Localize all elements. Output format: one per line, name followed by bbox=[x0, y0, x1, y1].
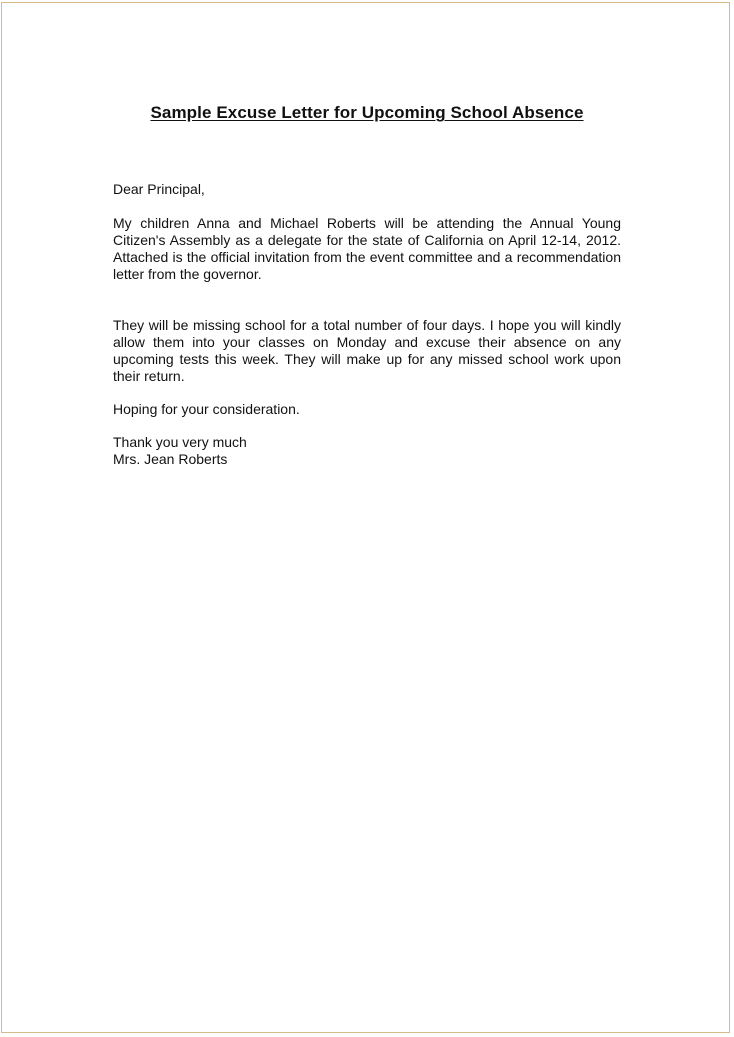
page-frame bbox=[1, 2, 730, 1033]
paragraph-absence: They will be missing school for a total number of four days. I hope you will kindly allow them into your classes on Monday and excuse their absence on any upcoming tests this week. They will make up for any missed school work upon their return. bbox=[113, 317, 621, 384]
closing-line: Hoping for your consideration. bbox=[113, 401, 300, 417]
salutation: Dear Principal, bbox=[113, 181, 205, 197]
letter-title: Sample Excuse Letter for Upcoming School Absence bbox=[150, 103, 584, 123]
signature: Mrs. Jean Roberts bbox=[113, 451, 228, 467]
signoff: Thank you very much bbox=[113, 434, 247, 450]
letter-body bbox=[113, 181, 621, 468]
paragraph-invitation: My children Anna and Michael Roberts will be attending the Annual Young Citizen's Assembly as a delegate for the state of California on April 12-14, 2012. Attached is the official invitation from the event committee and a recommendation letter from the governor. bbox=[113, 215, 621, 282]
